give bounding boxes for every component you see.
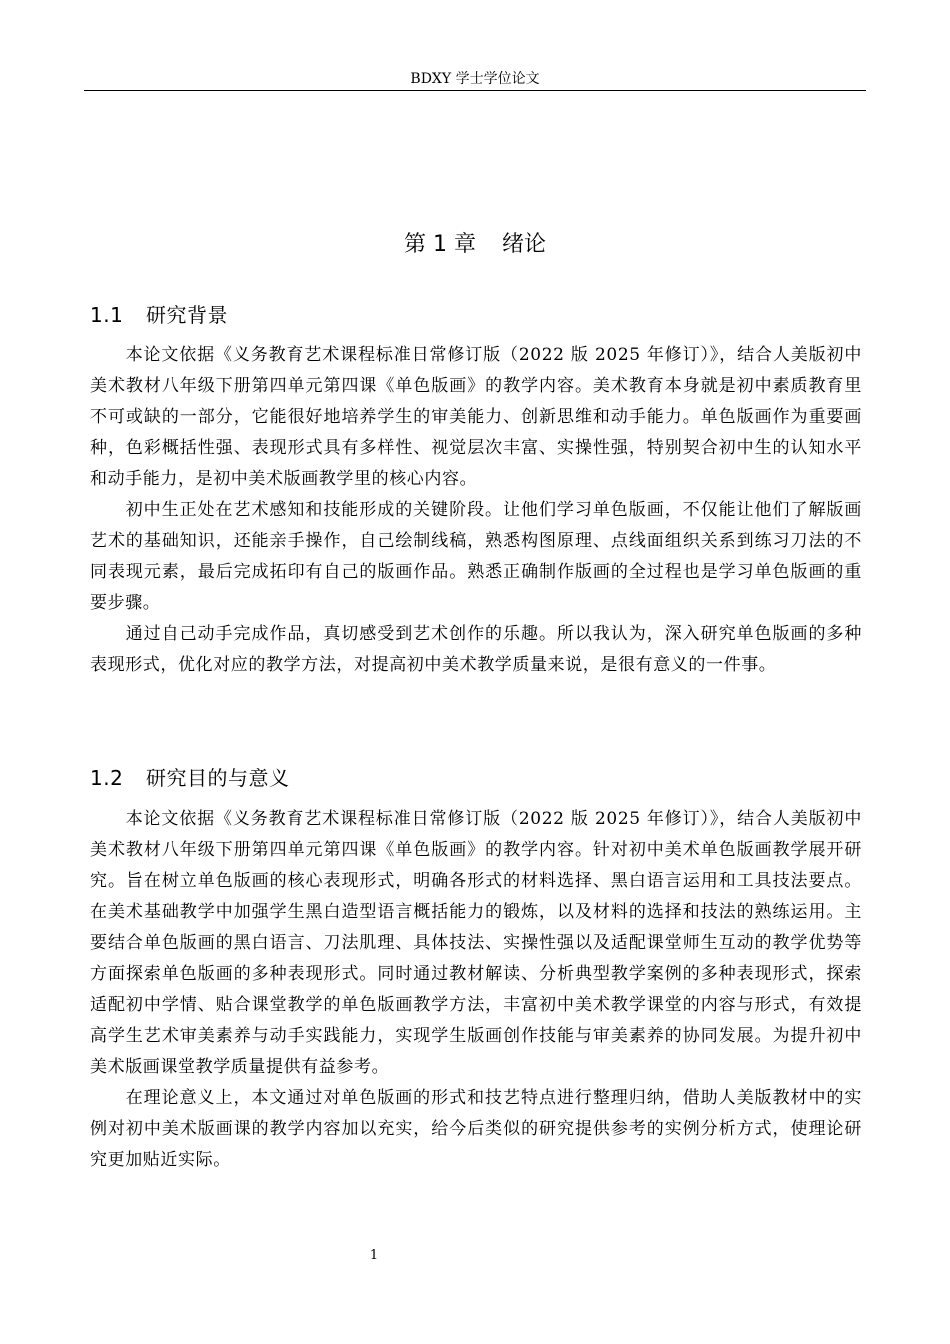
section-title: 研究背景	[146, 303, 228, 327]
section-title: 研究目的与意义	[146, 766, 290, 790]
header-rule	[84, 90, 866, 91]
page-number: 1	[369, 1248, 379, 1263]
paragraph: 在理论意义上，本文通过对单色版画的形式和技艺特点进行整理归纳，借助人美版教材中的实例对初中美术版画课的教学内容加以充实，给今后类似的研究提供参考的实例分析方式，使理论研究更加贴近实际。	[90, 1088, 862, 1170]
chapter-name: 绪论	[501, 232, 546, 257]
section-heading-1-2	[90, 763, 290, 793]
section-body-1-1	[90, 340, 862, 681]
chapter-number: 第 1 章	[404, 232, 476, 257]
section-number: 1.1	[90, 303, 124, 327]
paragraph: 本论文依据《义务教育艺术课程标准日常修订版（2022 版 2025 年修订）》，结合人美版初中美术教材八年级下册第四单元第四课《单色版画》的教学内容。美术教育本身就是初中素质教育里不可或缺的一部分，它能很好地培养学生的审美能力、创新思维和动手能力。单色版画作为重要画种，色彩概括性强、表现形式具有多样性、视觉层次丰富、实操性强，特别契合初中生的认知水平和动手能力，是初中美术版画教学里的核心内容。	[90, 345, 862, 489]
paragraph: 通过自己动手完成作品，真切感受到艺术创作的乐趣。所以我认为，深入研究单色版画的多种表现形式，优化对应的教学方法，对提高初中美术教学质量来说，是很有意义的一件事。	[90, 624, 862, 675]
running-header: BDXY 学士学位论文	[410, 71, 540, 87]
section-number: 1.2	[90, 766, 124, 790]
paragraph: 本论文依据《义务教育艺术课程标准日常修订版（2022 版 2025 年修订）》，结合人美版初中美术教材八年级下册第四单元第四课《单色版画》的教学内容。针对初中美术单色版画教学展开研究。旨在树立单色版画的核心表现形式，明确各形式的材料选择、黑白语言运用和工具技法要点。在美术基础教学中加强学生黑白造型语言概括能力的锻炼，以及材料的选择和技法的熟练运用。主要结合单色版画的黑白语言、刀法肌理、具体技法、实操性强以及适配课堂师生互动的教学优势等方面探索单色版画的多种表现形式。同时通过教材解读、分析典型教学案例的多种表现形式，探索适配初中学情、贴合课堂教学的单色版画教学方法，丰富初中美术教学课堂的内容与形式，有效提高学生艺术审美素养与动手实践能力，实现学生版画创作技能与审美素养的协同发展。为提升初中美术版画课堂教学质量提供有益参考。	[90, 809, 862, 1077]
paragraph: 初中生正处在艺术感知和技能形成的关键阶段。让他们学习单色版画，不仅能让他们了解版画艺术的基础知识，还能亲手操作，自己绘制线稿，熟悉构图原理、点线面组织关系到练习刀法的不同表现元素，最后完成拓印有自己的版画作品。熟悉正确制作版画的全过程也是学习单色版画的重要步骤。	[90, 500, 862, 613]
section-heading-1-1	[90, 300, 228, 330]
section-body-1-2	[90, 804, 862, 1176]
chapter-title	[84, 228, 866, 262]
